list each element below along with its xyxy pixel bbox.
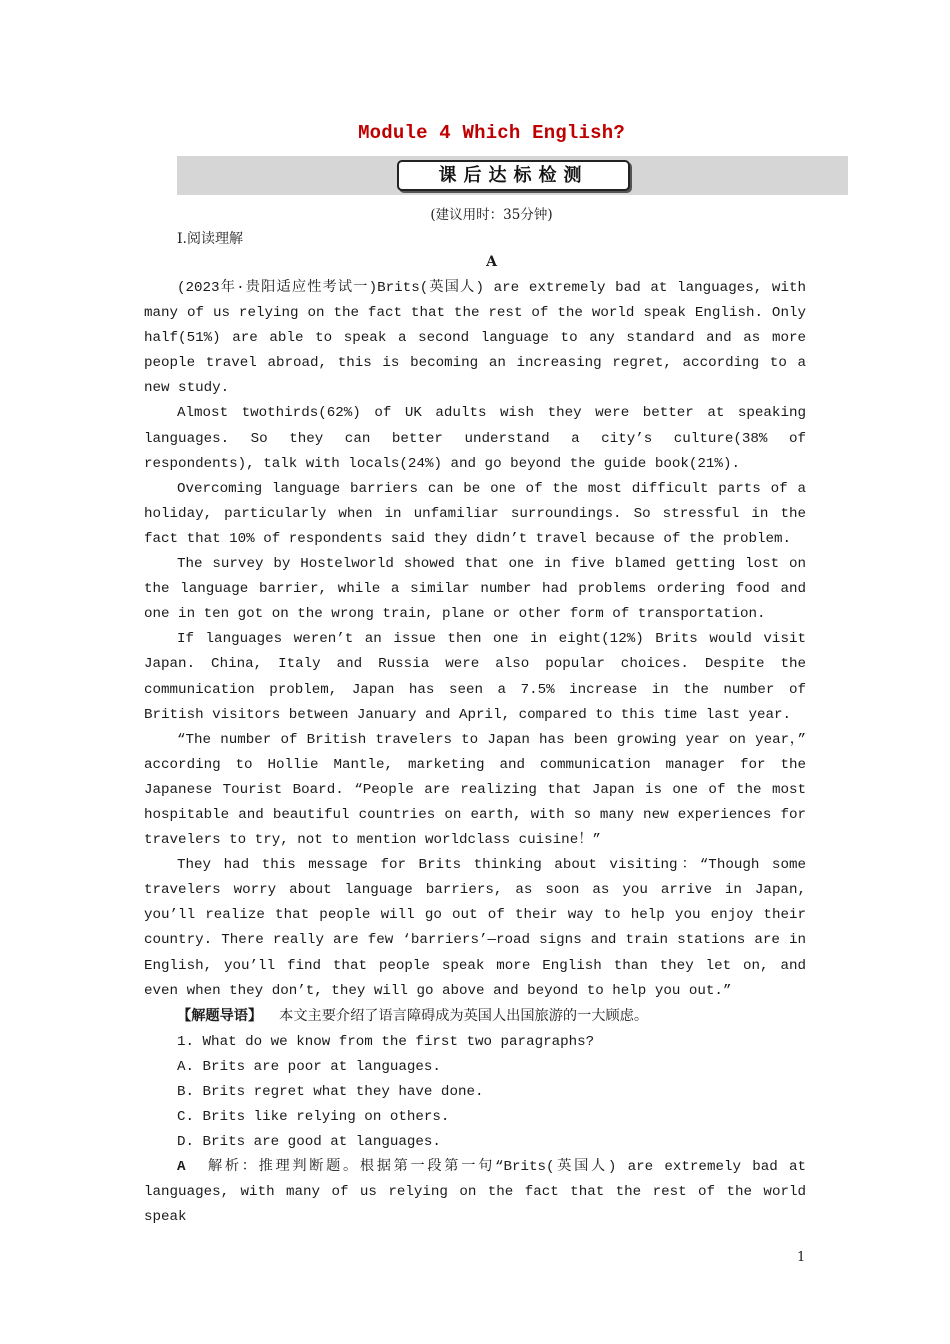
- passage-paragraph: If languages weren’t an issue then one in eight(12%) Brits would visit Japan. China, Italy and Russia were also popular choices. Despite the communication problem, Japan has seen a 7.5% increase in the number of British visitors between January and April, compared to this time last year.: [144, 631, 806, 723]
- answer-key: A: [177, 1159, 186, 1176]
- page-number: 1: [797, 1250, 806, 1265]
- option-b: B. Brits regret what they have done.: [177, 1084, 484, 1100]
- guide-text: 本文主要介绍了语言障碍成为英国人出国旅游的一大顾虑。: [279, 1008, 649, 1025]
- page-title: Module 4 Which English?: [358, 122, 625, 144]
- document-body: [144, 276, 806, 1231]
- banner-label: 课后达标检测: [397, 160, 630, 191]
- option-a: A. Brits are poor at languages.: [177, 1058, 441, 1075]
- guide-note: [144, 1004, 806, 1030]
- section-banner: [177, 156, 848, 195]
- option-d: D. Brits are good at languages.: [177, 1134, 441, 1151]
- passage-paragraph: Overcoming language barriers can be one of the most difficult parts of a holiday, particularly when in unfamiliar surroundings. So stressful in the fact that 10% of respondents said they didn’t travel because of the problem.: [144, 480, 806, 547]
- passage-paragraph: The survey by Hostelworld showed that one in five blamed getting lost on the language barrier, while a similar number had problems ordering food and one in ten got on the wrong train, plane or other form of transportation.: [144, 556, 806, 623]
- section-heading: Ⅰ.阅读理解: [177, 231, 243, 247]
- question-stem: 1. What do we know from the first two paragraphs?: [177, 1033, 595, 1050]
- suggested-time: (建议用时：35分钟): [430, 207, 553, 223]
- passage-paragraph: Almost twothirds(62%) of UK adults wish they were better at speaking languages. So they can better understand a city’s culture(38% of respondents), talk with locals(24%) and go beyond the guide book(21%).: [144, 405, 806, 472]
- part-letter: A: [486, 254, 497, 270]
- passage-paragraph: “The number of British travelers to Japan has been growing year on year，” according to Hollie Mantle, marketing and communication manager for the Japanese Tourist Board. “People are realizing that Japan is one of the most hospitable and beautiful countries on earth, with so many new experiences for travelers to try, not to mention worldclass cuisine！”: [144, 731, 806, 849]
- option-c: C. Brits like relying on others.: [177, 1109, 450, 1126]
- answer-text: 解析：推理判断题。根据第一段第一句“Brits(英国人) are extremely bad at languages, with many of us relying on the fact that the rest of the world speak: [144, 1159, 806, 1226]
- answer-explanation: [144, 1155, 806, 1230]
- passage-paragraph: (2023年·贵阳适应性考试一)Brits(英国人) are extremely bad at languages, with many of us relying on the fact that the rest of the world speak English. Only half(51%) are able to speak a second language to any standard and as more people travel abroad, this is becoming an increasing regret, according to a new study.: [144, 280, 806, 397]
- guide-label: 【解题导语】: [177, 1007, 263, 1024]
- passage-paragraph: They had this message for Brits thinking about visiting：“Though some travelers worry about language barriers, as soon as you arrive in Japan, you’ll realize that people will go out of their way to help you enjoy their country. There really are few ‘barriers’—road signs and train stations are in English, you’ll find that people speak more English than they let on, and even when they don’t, they will go above and beyond to help you out.”: [144, 857, 806, 999]
